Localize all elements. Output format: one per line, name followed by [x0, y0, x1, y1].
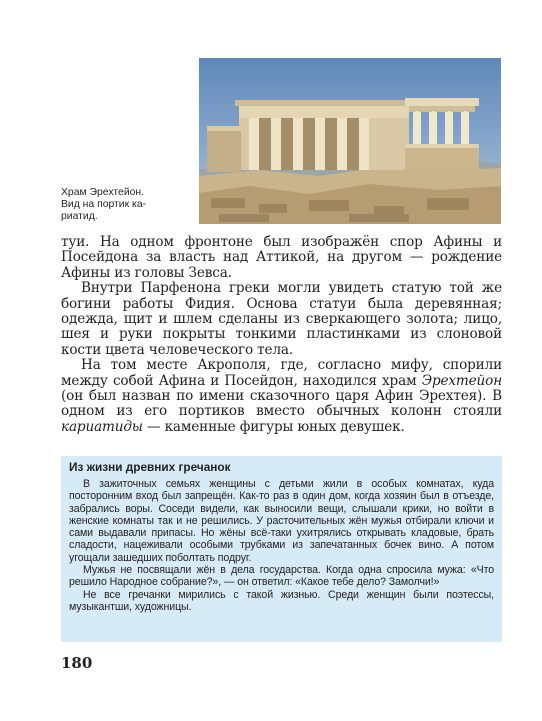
erechtheion-illustration: [199, 58, 501, 224]
term-caryatids: кариатиды: [61, 418, 143, 435]
main-text: [61, 235, 502, 435]
erechtheion-photo: [199, 58, 501, 224]
paragraph-1: туи. На одном фронтоне был изображён спор Афины и Посейдона за власть над Аттикой, на другом — рождение Афины из головы Зевса.: [61, 234, 502, 281]
paragraph-3: [61, 358, 502, 435]
sidebar-paragraph-2: Мужья не посвящали жён в дела государства. Когда одна спросила мужа: «Что решило Народное собрание?», — он ответил: «Какое тебе дело? Замолчи!»: [69, 564, 494, 589]
sidebar-paragraph-3: Не все гречанки мирились с такой жизнью. Среди женщин были поэтессы, музыкантши, художницы.: [69, 588, 494, 613]
photo-caption: Храм Эрехтейон. Вид на портик ка- риатид.: [61, 187, 147, 222]
page-number: 180: [61, 654, 93, 672]
term-erechtheion: Эрехтейон: [421, 372, 502, 389]
sidebar-box: [61, 456, 502, 642]
paragraph-3-part-b: (он был назван по имени сказочного царя Афин Эрехтея). В одном из его портиков вместо обычных колонн стояли: [61, 388, 502, 420]
paragraph-3-part-c: — каменные фигуры юных девушек.: [142, 418, 405, 435]
sidebar-title: Из жизни древних гречанок: [69, 460, 231, 474]
sidebar-paragraph-1: В зажиточных семьях женщины с детьми жили в особых комнатах, куда посторонним вход был запрещён. Как-то раз в один дом, когда хозяин был в отъезде, забрались воры. Соседи видели, как выносили вещи, слышали крики, но войти в женские комнаты так и не решились. У расточительных жён мужья отбирали ключи и сами выдавали припасы. Но жёны всё-таки ухитрялись открывать кладовые, брать сладости, нацеживали особыми трубками из запечатанных бочек вино. А потом угощали зашедших поболтать подруг.: [69, 478, 494, 564]
paragraph-2: Внутри Парфенона греки могли увидеть статую той же богини работы Фидия. Основа статуи была деревянная; одежда, щит и шлем сделаны из сверкающего золота; лицо, шея и руки покрыты тонкими пластинками из слоновой кости цвета человеческого тела.: [61, 280, 502, 358]
paragraph-3-part-a: На том месте Акрополя, где, согласно мифу, спорили между собой Афина и Посейдон, находился храм: [61, 357, 502, 389]
